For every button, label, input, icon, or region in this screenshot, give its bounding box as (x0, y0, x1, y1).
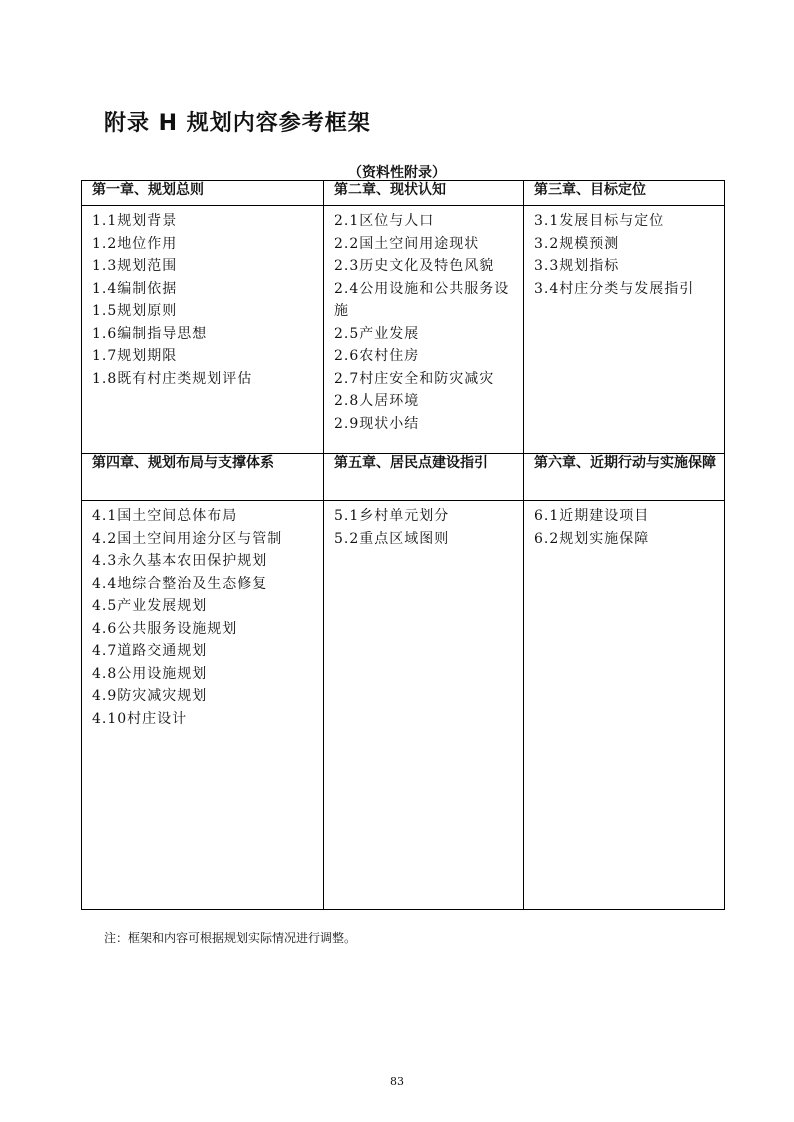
chapter-4-heading: 第四章、规划布局与支撑体系 (82, 454, 324, 501)
section-item: 1.1规划背景 (92, 213, 178, 229)
chapter-4-cell (82, 501, 324, 910)
chapter-items-row (82, 501, 725, 910)
section-item: 1.6编制指导思想 (92, 325, 208, 342)
section-item: 1.3规划范围 (92, 258, 178, 274)
section-item: 3.3规划指标 (534, 258, 620, 274)
chapter-1-cell (82, 206, 324, 454)
chapter-2-items (334, 210, 523, 435)
section-item: 2.8人居环境 (334, 393, 420, 409)
chapter-items-row (82, 206, 725, 454)
section-item: 4.5产业发展规划 (92, 598, 208, 614)
section-item: 2.1区位与人口 (334, 213, 435, 229)
section-item: 3.4村庄分类与发展指引 (534, 280, 695, 297)
chapter-6-items (534, 505, 724, 550)
section-item: 6.1近期建设项目 (534, 508, 650, 524)
section-item: 2.3历史文化及特色风貌 (334, 258, 495, 274)
chapter-2-heading: 第二章、现状认知 (324, 181, 524, 206)
chapter-3-heading: 第三章、目标定位 (524, 181, 725, 206)
chapter-6-cell (524, 501, 725, 910)
section-item: 4.3永久基本农田保护规划 (92, 553, 268, 569)
section-item: 5.1乡村单元划分 (334, 508, 450, 524)
chapter-5-heading: 第五章、居民点建设指引 (324, 454, 524, 501)
section-item: 4.6公共服务设施规划 (92, 620, 238, 637)
chapter-1-heading: 第一章、规划总则 (82, 181, 324, 206)
section-item: 5.2重点区域图则 (334, 530, 450, 547)
section-item: 2.6农村住房 (334, 348, 420, 364)
section-item: 3.2规模预测 (534, 235, 620, 252)
section-item: 2.2国土空间用途现状 (334, 235, 480, 252)
chapter-header-row (82, 454, 725, 501)
section-item: 1.7规划期限 (92, 348, 178, 364)
section-item: 2.9现状小结 (334, 415, 420, 432)
section-item: 4.7道路交通规划 (92, 643, 208, 659)
chapter-2-cell (324, 206, 524, 454)
section-item: 2.5产业发展 (334, 325, 420, 342)
section-item: 1.2地位作用 (92, 235, 178, 252)
table-note: 注：框架和内容可根据规划实际情况进行调整。 (104, 931, 357, 945)
chapter-4-items (92, 505, 323, 730)
section-item: 1.5规划原则 (92, 303, 178, 319)
chapter-3-cell (524, 206, 725, 454)
section-item: 4.1国土空间总体布局 (92, 508, 238, 524)
page-number: 83 (390, 1075, 404, 1088)
appendix-subtitle: （资料性附录） (348, 165, 446, 181)
section-item: 4.4地综合整治及生态修复 (92, 575, 268, 592)
section-item: 4.2国土空间用途分区与管制 (92, 530, 283, 547)
section-item: 4.8公用设施规划 (92, 665, 208, 682)
chapter-6-heading: 第六章、近期行动与实施保障 (524, 454, 725, 501)
chapter-5-cell (324, 501, 524, 910)
section-item: 4.9防灾减灾规划 (92, 688, 208, 704)
section-item: 1.4编制依据 (92, 280, 178, 297)
section-item: 1.8既有村庄类规划评估 (92, 370, 253, 387)
chapter-5-items (334, 505, 523, 550)
section-item: 4.10村庄设计 (92, 710, 188, 727)
section-item: 3.1发展目标与定位 (534, 213, 665, 229)
appendix-title: 附录 H 规划内容参考框架 (104, 111, 371, 136)
section-item: 6.2规划实施保障 (534, 530, 650, 547)
content-framework-table (81, 180, 725, 910)
chapter-1-items (92, 210, 323, 390)
chapter-header-row (82, 181, 725, 206)
section-item: 2.7村庄安全和防灾减灾 (334, 370, 495, 387)
section-item: 2.4公用设施和公共服务设施 (334, 280, 510, 319)
chapter-3-items (534, 210, 724, 300)
